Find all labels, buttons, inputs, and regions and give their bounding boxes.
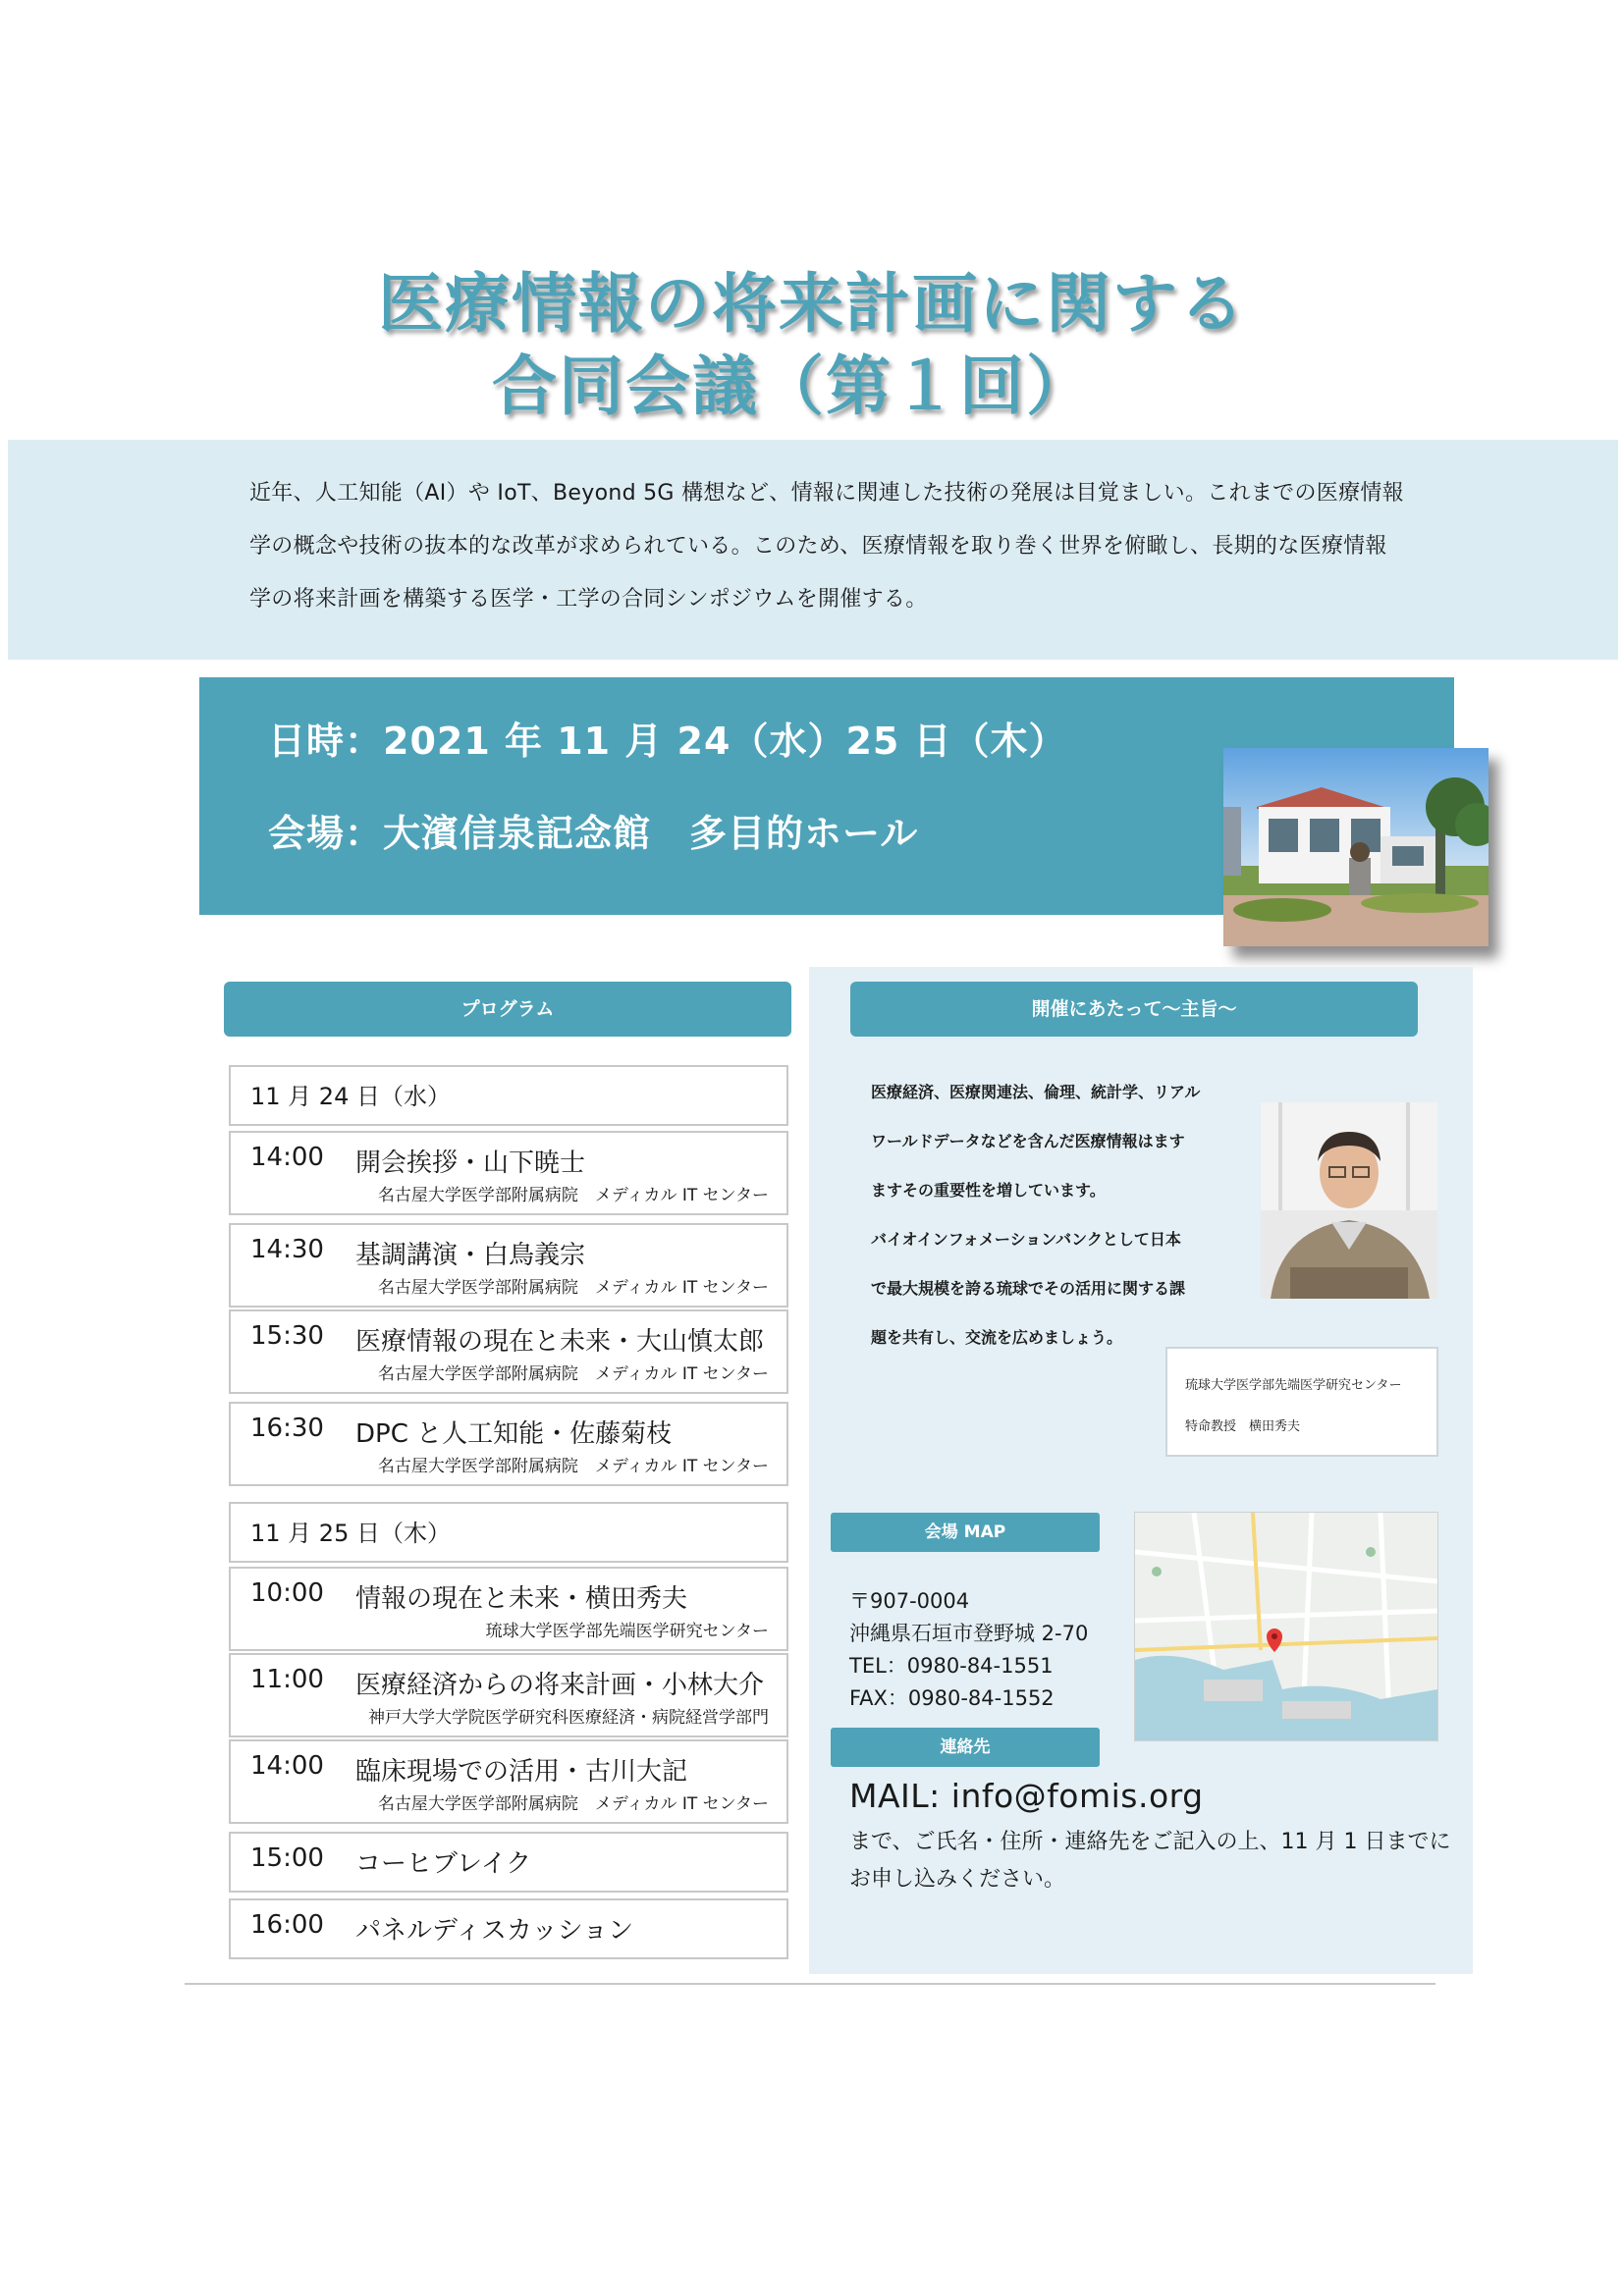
program-title: パネルディスカッション [355,1916,634,1946]
program-affiliation: 名古屋大学医学部附属病院 メディカル IT センター [377,1364,769,1384]
program-item [229,1402,788,1486]
greeting-line: 題を共有し、交流を広めましょう。 [871,1328,1123,1347]
contact-header: 連絡先 [831,1728,1100,1767]
program-time: 14:00 [250,1751,324,1781]
title-line-1: 医療情報の将来計画に関する [378,266,1246,342]
program-affiliation: 琉球大学医学部先端医学研究センター [485,1622,769,1641]
event-date: 日時：2021 年 11 月 24（水）25 日（木） [268,720,1067,763]
greeting-header: 開催にあたって～主旨～ [850,982,1418,1037]
address-line: 沖縄県石垣市登野城 2-70 [849,1622,1089,1645]
program-title: 情報の現在と未来・横田秀夫 [355,1584,688,1614]
contact-note: まで、ご氏名・住所・連絡先をご記入の上、11 月 1 日までにお申し込みください。 [849,1830,1451,1892]
signature-name: 特命教授 横田秀夫 [1185,1419,1301,1434]
venue-map[interactable] [1134,1512,1438,1741]
signature-org: 琉球大学医学部先端医学研究センター [1185,1378,1402,1393]
program-title: 開会挨拶・山下暁士 [355,1148,586,1178]
program-item [229,1739,788,1824]
bottom-divider [185,1983,1435,1985]
day2-label-box [229,1502,788,1563]
intro-text: 近年、人工知能（AI）や IoT、Beyond 5G 構想など、情報に関連した技術の発展は目覚ましい。これまでの医療情報学の概念や技術の抜本的な改革が求められている。このため、医療情報を取り巻く世界を俯瞰し、長期的な医療情報学の将来計画を構築する医学・工学の合同シンポジウムを開催する。 [249,481,1404,612]
program-item [229,1567,788,1651]
greeting-line: で最大規模を誇る琉球でその活用に関する課 [871,1279,1186,1298]
tel-number: TEL：0980-84-1551 [849,1654,1054,1678]
program-time: 10:00 [250,1578,324,1608]
program-affiliation: 名古屋大学医学部附属病院 メディカル IT センター [377,1186,769,1205]
venue-photo [1223,748,1489,946]
program-time: 11:00 [250,1665,324,1694]
program-time: 15:30 [250,1321,324,1351]
program-item [229,1223,788,1308]
program-time: 14:30 [250,1235,324,1264]
greeting-text [871,1068,1244,1362]
greeting-line: 医療経済、医療関連法、倫理、統計学、リアル [871,1083,1201,1101]
program-affiliation: 名古屋大学医学部附属病院 メディカル IT センター [377,1794,769,1814]
program-affiliation: 神戸大学大学院医学研究科医療経済・病院経営学部門 [368,1708,769,1728]
program-title: 医療経済からの将来計画・小林大介 [355,1671,765,1700]
title-line-2: 合同会議（第１回） [492,348,1093,424]
intro-band [8,440,1618,660]
postal-code: 〒907-0004 [849,1589,970,1613]
greeting-line: ますその重要性を増しています。 [871,1181,1106,1200]
program-affiliation: 名古屋大学医学部附属病院 メディカル IT センター [377,1278,769,1298]
program-item [229,1832,788,1893]
day1-label-box [229,1065,788,1126]
program-affiliation: 名古屋大学医学部附属病院 メディカル IT センター [377,1457,769,1476]
fax-number: FAX：0980-84-1552 [849,1686,1055,1710]
contact-mail[interactable]: MAIL: info@fomis.org [849,1777,1204,1815]
day2-label: 11 月 25 日（木） [250,1520,451,1547]
program-time: 14:00 [250,1143,324,1172]
program-title: 医療情報の現在と未来・大山慎太郎 [355,1327,765,1357]
program-item [229,1131,788,1215]
greeting-line: バイオインフォメーションバンクとして日本 [871,1230,1181,1249]
day1-label: 11 月 24 日（水） [250,1083,451,1110]
event-venue: 会場：大濱信泉記念館 多目的ホール [268,812,919,855]
program-title: DPC と人工知能・佐藤菊枝 [355,1419,673,1449]
map-header: 会場 MAP [831,1513,1100,1552]
program-title: コーヒブレイク [355,1849,532,1879]
page-title [0,263,1624,428]
venue-address [849,1585,1088,1715]
program-time: 15:00 [250,1843,324,1873]
program-time: 16:30 [250,1414,324,1443]
program-title: 臨床現場での活用・古川大記 [355,1757,688,1787]
program-item [229,1309,788,1394]
program-time: 16:00 [250,1910,324,1940]
program-header: プログラム [224,982,791,1037]
greeting-line: ワールドデータなどを含んだ医療情報はます [871,1132,1185,1150]
program-item [229,1653,788,1737]
speaker-photo [1261,1102,1437,1299]
signature-box [1165,1347,1438,1457]
program-title: 基調講演・白鳥義宗 [355,1241,586,1270]
program-item [229,1898,788,1959]
